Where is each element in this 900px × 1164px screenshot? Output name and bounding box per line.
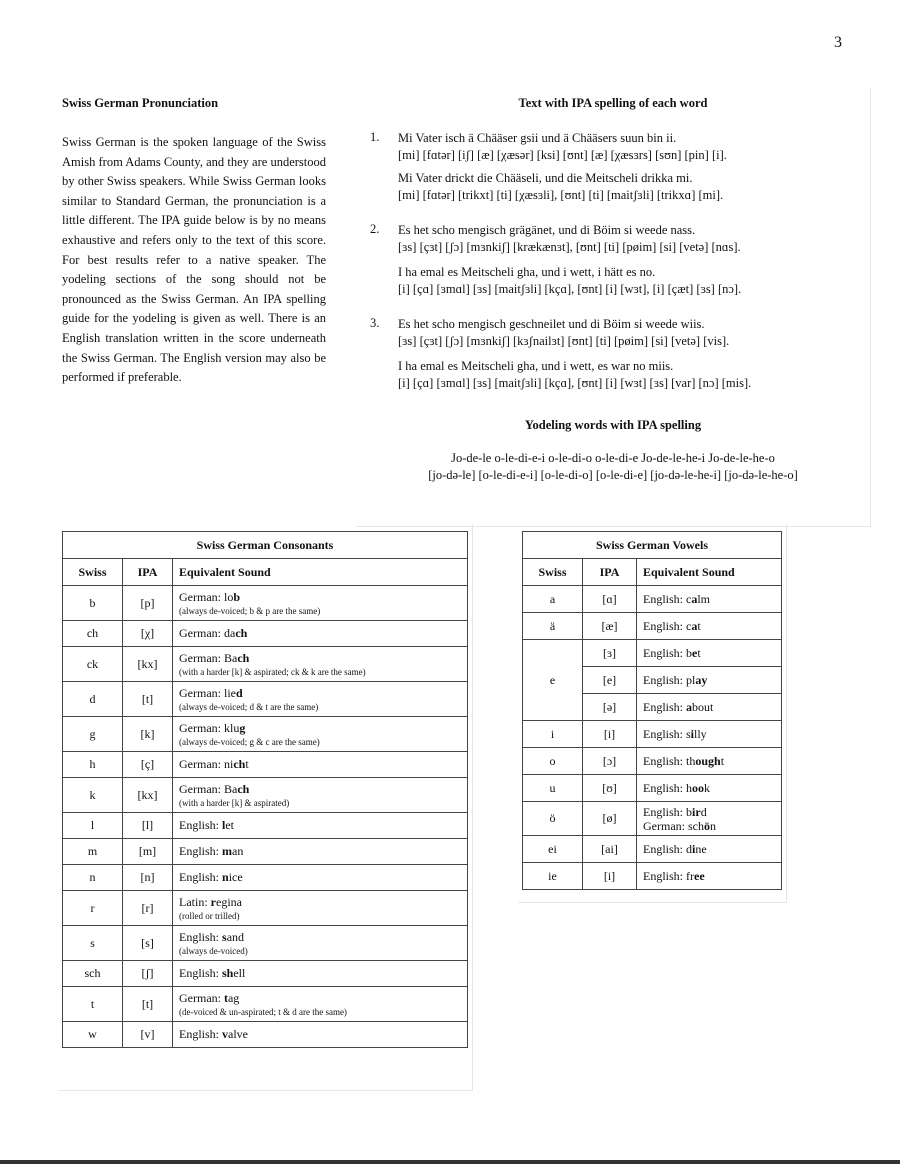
sound-text: egina	[216, 894, 242, 909]
sound-text: German: Ba	[179, 650, 238, 665]
equivalent-sound	[637, 775, 782, 802]
sound-text: English:	[179, 870, 223, 884]
equivalent-sound	[637, 586, 782, 613]
header-equivalent: Equivalent Sound	[173, 559, 468, 586]
sound-emphasis: g	[239, 720, 246, 735]
verse-text: I ha emal es Meitscheli gha, und i wett, i hätt es no.	[398, 265, 656, 279]
ipa-symbol: [k]	[123, 717, 173, 752]
sound-text: German: sch	[643, 818, 704, 833]
sound-emphasis: ch	[237, 781, 250, 796]
sound-text: German:	[179, 990, 224, 1005]
ipa-symbol: [ɔ]	[583, 748, 637, 775]
ipa-symbol: [s]	[123, 926, 173, 961]
ipa-symbol: [t]	[123, 682, 173, 717]
swiss-letter: r	[63, 891, 123, 926]
sound-text: English: d	[643, 841, 693, 856]
vowel-row	[523, 613, 782, 640]
sound-emphasis: a	[691, 591, 698, 606]
sound-text: t	[697, 618, 701, 633]
ipa-text-title: Text with IPA spelling of each word	[518, 96, 708, 110]
sound-text: English: fr	[643, 868, 694, 883]
equivalent-sound	[173, 891, 468, 926]
sound-text: and	[226, 929, 245, 944]
equivalent-sound	[637, 667, 782, 694]
vowel-row	[523, 721, 782, 748]
vowel-row	[523, 748, 782, 775]
sound-text: ne	[695, 841, 707, 856]
sound-text: Latin:	[179, 894, 211, 909]
sound-text: ag	[227, 990, 240, 1005]
equivalent-sound	[637, 836, 782, 863]
verse-ipa: [ɜs] [çɜt] [ʃɔ] [mɜnkiʃ] [krækænɜt], [ʊnt] [ti] [pøim] [si] [vetə] [nɑs].	[398, 240, 741, 254]
vowel-row	[523, 640, 782, 667]
ipa-symbol: [ə]	[583, 694, 637, 721]
swiss-letter: sch	[63, 961, 123, 987]
swiss-letter: ck	[63, 647, 123, 682]
swiss-letter: ä	[523, 613, 583, 640]
swiss-letter: n	[63, 865, 123, 891]
sound-emphasis: t	[223, 990, 228, 1005]
sound-note: (with a harder [k] & aspirated; ck & k are the same)	[179, 666, 366, 677]
sound-emphasis: m	[222, 844, 233, 858]
equivalent-sound	[173, 839, 468, 865]
consonant-row	[63, 586, 468, 621]
verse-number: 2.	[370, 222, 380, 236]
verse-line	[398, 170, 723, 204]
sound-text: bout	[692, 699, 714, 714]
sound-text: alve	[228, 1027, 249, 1041]
equivalent-sound	[637, 802, 782, 836]
sound-text: English: c	[643, 618, 692, 633]
equivalent-sound	[637, 613, 782, 640]
sound-text: English:	[643, 699, 687, 714]
sound-text: English:	[179, 1027, 223, 1041]
verse-number: 1.	[370, 130, 380, 144]
sound-note: (always de-voiced; g & c are the same)	[179, 736, 320, 747]
swiss-letter: e	[523, 640, 583, 721]
verse-line	[398, 130, 727, 164]
verse-text: Mi Vater isch ä Chääser gsii und ä Chääsers suun bin ii.	[398, 131, 677, 145]
equivalent-sound	[637, 694, 782, 721]
sound-emphasis: ch	[237, 650, 250, 665]
sound-text: English: b	[643, 645, 693, 660]
sound-emphasis: l	[222, 818, 226, 832]
swiss-letter: k	[63, 778, 123, 813]
consonant-row	[63, 1022, 468, 1048]
swiss-letter: w	[63, 1022, 123, 1048]
sound-emphasis: sh	[222, 966, 234, 980]
equivalent-sound	[173, 1022, 468, 1048]
sound-text: k	[704, 780, 711, 795]
sound-text: t	[720, 753, 725, 768]
sound-emphasis: b	[233, 589, 241, 604]
consonant-row	[63, 717, 468, 752]
ipa-symbol: [r]	[123, 891, 173, 926]
sound-text: ice	[228, 870, 243, 884]
consonants-table	[62, 531, 468, 1048]
sound-text: English: pl	[643, 672, 696, 687]
sound-text: English: c	[643, 591, 692, 606]
sound-note: (always de-voiced; b & p are the same)	[179, 605, 321, 616]
consonant-row	[63, 778, 468, 813]
sound-note: (always de-voiced)	[179, 945, 248, 956]
sound-emphasis: i	[690, 726, 695, 741]
verse-line	[398, 316, 729, 350]
consonants-caption: Swiss German Consonants	[63, 532, 468, 559]
sound-emphasis: d	[235, 685, 243, 700]
swiss-letter: m	[63, 839, 123, 865]
header-swiss: Swiss	[523, 559, 583, 586]
vowels-table-wrap	[522, 531, 782, 890]
equivalent-sound	[173, 717, 468, 752]
sound-text: German: ni	[179, 757, 234, 771]
swiss-letter: l	[63, 813, 123, 839]
page-bottom-rule	[0, 1160, 900, 1164]
sound-emphasis: e	[692, 645, 698, 660]
equivalent-sound	[173, 647, 468, 682]
sound-emphasis: oo	[692, 780, 705, 795]
ipa-symbol: [l]	[123, 813, 173, 839]
swiss-letter: ie	[523, 863, 583, 890]
sound-text: t	[245, 757, 249, 771]
ipa-symbol: [p]	[123, 586, 173, 621]
sound-text: lm	[697, 591, 710, 606]
sound-text: English:	[179, 818, 223, 832]
sound-emphasis: ö	[703, 818, 710, 833]
sound-emphasis: s	[222, 929, 227, 944]
verse-number: 3.	[370, 316, 380, 330]
sound-text: t	[697, 645, 701, 660]
sound-emphasis: i	[692, 841, 696, 856]
swiss-letter: ö	[523, 802, 583, 836]
ipa-symbol: [i]	[583, 721, 637, 748]
yodel-words: Jo-de-le o-le-di-e-i o-le-di-o o-le-di-e Jo-de-le-he-i Jo-de-le-he-o	[451, 451, 775, 465]
sound-text: an	[232, 844, 244, 858]
verse-ipa: [ɜs] [çɜt] [ʃɔ] [mɜnkiʃ] [kɜʃnailɜt] [ʊnt] [ti] [pøim] [si] [vetə] [vis].	[398, 334, 730, 348]
sound-text: et	[225, 818, 235, 832]
header-ipa: IPA	[583, 559, 637, 586]
swiss-letter: g	[63, 717, 123, 752]
header-equivalent: Equivalent Sound	[637, 559, 782, 586]
ipa-symbol: [χ]	[123, 621, 173, 647]
header-ipa: IPA	[123, 559, 173, 586]
vowels-table	[522, 531, 782, 890]
swiss-letter: b	[63, 586, 123, 621]
sound-emphasis: ay	[695, 672, 708, 687]
verse-line	[398, 222, 741, 256]
swiss-letter: s	[63, 926, 123, 961]
sound-emphasis: ee	[694, 868, 705, 883]
header-swiss: Swiss	[63, 559, 123, 586]
swiss-letter: u	[523, 775, 583, 802]
sound-emphasis: ir	[692, 804, 701, 819]
swiss-letter: a	[523, 586, 583, 613]
sound-note: (with a harder [k] & aspirated)	[179, 797, 290, 808]
consonant-row	[63, 621, 468, 647]
sound-text: lly	[694, 726, 707, 741]
equivalent-sound	[637, 721, 782, 748]
ipa-symbol: [kx]	[123, 778, 173, 813]
ipa-symbol: [æ]	[583, 613, 637, 640]
equivalent-sound	[637, 863, 782, 890]
sound-emphasis: a	[691, 618, 698, 633]
vowel-row	[523, 802, 782, 836]
ipa-symbol: [n]	[123, 865, 173, 891]
sound-text: English:	[179, 966, 223, 980]
pronunciation-paragraph: Swiss German is the spoken language of the Swiss Amish from Adams County, and they are understood by other Swiss speakers. While Swiss German looks similar to Standard German, the pronunciation is a little different. The IPA guide below is by no means exhaustive and refers only to the text of this score. For best results refer to a native speaker. The yodeling sections of the song should not be pronounced as the Swiss German. An IPA spelling guide for the yodeling is given as well. There is an English translation written in the score underneath the Swiss German. The English version may also be performed if preferable.	[62, 135, 326, 385]
sound-text: English: b	[643, 804, 693, 819]
vowel-row	[523, 586, 782, 613]
swiss-letter: h	[63, 752, 123, 778]
equivalent-sound	[637, 748, 782, 775]
yodel-ipa: [jo-də-le] [o-le-di-e-i] [o-le-di-o] [o-le-di-e] [jo-də-le-he-i] [jo-də-le-he-o]	[428, 468, 798, 482]
sound-text: German: lie	[179, 685, 236, 700]
consonant-row	[63, 891, 468, 926]
sound-text: n	[709, 818, 716, 833]
ipa-symbol: [i]	[583, 863, 637, 890]
ipa-symbol: [ʃ]	[123, 961, 173, 987]
ipa-symbol: [ɑ]	[583, 586, 637, 613]
equivalent-sound	[173, 621, 468, 647]
consonant-row	[63, 926, 468, 961]
verse-text: Mi Vater drickt die Chääseli, und die Meitscheli drikka mi.	[398, 171, 693, 185]
verse-text: Es het scho mengisch geschneilet und di Böim si weede wiis.	[398, 317, 705, 331]
sound-text: German: Ba	[179, 781, 238, 796]
equivalent-sound	[637, 640, 782, 667]
equivalent-sound	[173, 987, 468, 1022]
consonant-row	[63, 682, 468, 717]
swiss-letter: ch	[63, 621, 123, 647]
consonant-row	[63, 839, 468, 865]
sound-text: English: s	[643, 726, 691, 741]
sound-text: English:	[179, 929, 223, 944]
sound-emphasis: ough	[695, 753, 721, 768]
verse-text: Es het scho mengisch grägänet, und di Böim si weede nass.	[398, 223, 696, 237]
verse-ipa: [i] [çɑ] [ɜmɑl] [ɜs] [maitʃɜli] [kçɑ], [ʊnt] [i] [wɜt] [ɜs] [var] [nɔ] [mis].	[398, 376, 752, 390]
equivalent-sound	[173, 813, 468, 839]
sound-emphasis: ch	[233, 757, 246, 771]
sound-text: German: lo	[179, 589, 234, 604]
verse-text: I ha emal es Meitscheli gha, und i wett, es war no miis.	[398, 359, 674, 373]
verse-line	[398, 358, 751, 392]
consonant-row	[63, 752, 468, 778]
vowels-caption: Swiss German Vowels	[523, 532, 782, 559]
ipa-symbol: [ai]	[583, 836, 637, 863]
sound-note: (de-voiced & un-aspirated; t & d are the same)	[179, 1006, 347, 1017]
swiss-letter: o	[523, 748, 583, 775]
vowel-row	[523, 863, 782, 890]
pronunciation-intro	[62, 96, 326, 388]
ipa-symbol: [t]	[123, 987, 173, 1022]
ipa-symbol: [v]	[123, 1022, 173, 1048]
sound-text: German: klu	[179, 720, 240, 735]
sound-text: English: th	[643, 753, 696, 768]
yodel-title: Yodeling words with IPA spelling	[524, 418, 702, 432]
sound-note: (always de-voiced; d & t are the same)	[179, 701, 319, 712]
ipa-symbol: [ʊ]	[583, 775, 637, 802]
equivalent-sound	[173, 586, 468, 621]
consonant-row	[63, 813, 468, 839]
swiss-letter: t	[63, 987, 123, 1022]
sound-emphasis: ch	[235, 626, 248, 640]
sound-text: German: da	[179, 626, 236, 640]
ipa-symbol: [ɜ]	[583, 640, 637, 667]
vowel-row	[523, 836, 782, 863]
swiss-letter: i	[523, 721, 583, 748]
ipa-symbol: [kx]	[123, 647, 173, 682]
sound-emphasis: r	[210, 894, 216, 909]
sound-text: d	[700, 804, 707, 819]
equivalent-sound	[173, 865, 468, 891]
sound-text: ell	[233, 966, 246, 980]
ipa-text-panel	[356, 88, 871, 527]
consonants-table-wrap	[62, 531, 468, 1048]
sound-emphasis: v	[222, 1027, 229, 1041]
sound-emphasis: n	[222, 870, 229, 884]
yodel-block	[336, 450, 890, 484]
swiss-letter: d	[63, 682, 123, 717]
pronunciation-title: Swiss German Pronunciation	[62, 96, 219, 110]
equivalent-sound	[173, 926, 468, 961]
sound-text: English:	[179, 844, 223, 858]
equivalent-sound	[173, 682, 468, 717]
sound-note: (rolled or trilled)	[179, 910, 240, 921]
consonant-row	[63, 987, 468, 1022]
verse-line	[398, 264, 741, 298]
consonant-row	[63, 865, 468, 891]
consonant-row	[63, 647, 468, 682]
verse-ipa: [i] [çɑ] [ɜmɑl] [ɜs] [maitʃɜli] [kçɑ], [ʊnt] [i] [wɜt], [i] [çæt] [ɜs] [nɔ].	[398, 282, 742, 296]
ipa-symbol: [e]	[583, 667, 637, 694]
verse-ipa: [mi] [fɑtər] [trikxt] [ti] [χæsɜli], [ʊnt] [ti] [maitʃɜli] [trikxɑ] [mi].	[398, 188, 724, 202]
verse-ipa: [mi] [fɑtər] [iʃ] [æ] [χæsər] [ksi] [ʊnt] [æ] [χæsɜrs] [sʊn] [pin] [i].	[398, 148, 727, 162]
equivalent-sound	[173, 778, 468, 813]
ipa-symbol: [ø]	[583, 802, 637, 836]
equivalent-sound	[173, 961, 468, 987]
sound-emphasis: a	[686, 699, 693, 714]
consonant-row	[63, 961, 468, 987]
ipa-symbol: [ç]	[123, 752, 173, 778]
vowel-row	[523, 775, 782, 802]
page-number: 3	[834, 34, 842, 51]
ipa-symbol: [m]	[123, 839, 173, 865]
equivalent-sound	[173, 752, 468, 778]
sound-text: English: h	[643, 780, 693, 795]
swiss-letter: ei	[523, 836, 583, 863]
